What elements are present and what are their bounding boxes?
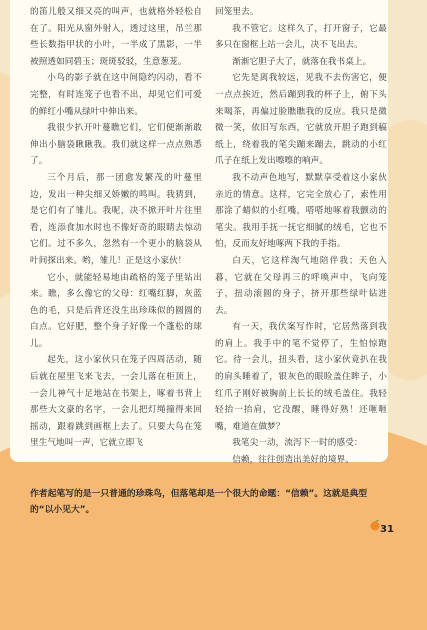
right-text-column — [215, 4, 387, 469]
paragraph: 我笔尖一动，流泻下一时的感受： — [232, 438, 363, 449]
paragraph: 信赖，往往创造出美好的境界。 — [232, 455, 354, 466]
paragraph: 起先，这小家伙只在笼子四周活动，随后就在屋里飞来飞去，一会儿落在柜顶上，一会儿神气十足地站在书架上，啄着书背上那些大文豪的名字，一会儿把灯绳撞得来回摇动，跟着跳到画框上去了。只要大鸟在笼里生气地叫一声，它就立即飞 — [30, 355, 202, 449]
paragraph: 小鸟的影子就在这中间隐约闪动，看不完整，有时连笼子也看不出，却见它们可爱的鲜红小嘴从绿叶中伸出来。 — [30, 73, 202, 117]
paragraph: 回笼里去。 — [215, 7, 259, 17]
page-number: 31 — [380, 524, 394, 535]
paragraph: 我不管它。这样久了，打开窗子，它最多只在窗框上站一会儿，决不飞出去。 — [215, 23, 387, 51]
paragraph: 三个月后，那一团愈发繁茂的叶蔓里边，发出一种尖细又娇嫩的鸣叫。我猜到，是它们有了雏儿。我呢，决不掀开叶片往里看，连添食加水时也不像好奇的眼睛去惊动它们。过不多久，忽然有一个更小的脑袋从叶间探出来。哟，雏儿！正是这小家伙！ — [30, 172, 202, 266]
paragraph: 白天，它这样淘气地陪伴我；天色入暮，它就在父母再三的呼唤声中，飞向笼子，扭动滚圆的身子，挤开那些绿叶钻进去。 — [215, 255, 387, 316]
paragraph: 的笛儿般又细又亮的叫声，也就格外轻松自在了。阳光从窗外射入，透过这里，吊兰那些长数指甲状的小叶，一半成了黑影，一半被照透如同碧玉；斑斑驳驳，生意葱茏。 — [30, 7, 202, 67]
paragraph: 渐渐它胆子大了，就落在我书桌上。 — [232, 56, 372, 67]
paragraph: 有一天，我伏案写作时，它居然落到我的肩上。我手中的笔不觉停了，生怕惊跑它。待一会儿，扭头看，这小家伙竟扒在我的肩头睡着了，银灰色的眼睑盖住眸子，小红爪子刚好被胸前上长长的绒毛盖住。我轻轻抬一抬肩，它没醒，睡得好熟！还咂咂嘴，难道在做梦？ — [215, 322, 387, 432]
paragraph: 它先是离我较远，见我不去伤害它，便一点点挨近，然后蹦到我的杯子上，俯下头来喝茶，再偏过脸瞧瞧我的反应。我只是微微一笑，依旧写东西，它就放开胆子跑到稿纸上，绕着我的笔尖蹦来蹦去，跳动的小红爪子在纸上发出嚓嚓的响声。 — [215, 73, 387, 167]
paragraph: 它小，就能轻易地由疏格的笼子里钻出来。瞧，多么像它的父母：红嘴红脚，灰蓝色的毛，只是后背还没生出珍珠似的圆圆的白点。它好肥，整个身子好像一个蓬松的球儿。 — [30, 272, 202, 349]
paragraph: 我不动声色地写，默默享受着这小家伙亲近的情意。这样，它完全放心了，索性用那涂了蜡似的小红嘴，嗒嗒地啄着我颤动的笔尖。我用手抚一抚它细腻的绒毛，它也不怕，反而友好地啄两下我的手指。 — [215, 172, 387, 250]
paragraph: 我很少扒开叶蔓瞧它们，它们便渐渐敢伸出小脑袋瞅瞅我。我们就这样一点点熟悉了。 — [30, 123, 202, 167]
left-text-column — [30, 4, 202, 452]
commentary-caption: 作者起笔写的是一只普通的珍珠鸟，但落笔却是一个很大的命题：“信赖”。这就是典型的“以小见大”。 — [30, 489, 368, 515]
text-card — [10, 0, 388, 466]
